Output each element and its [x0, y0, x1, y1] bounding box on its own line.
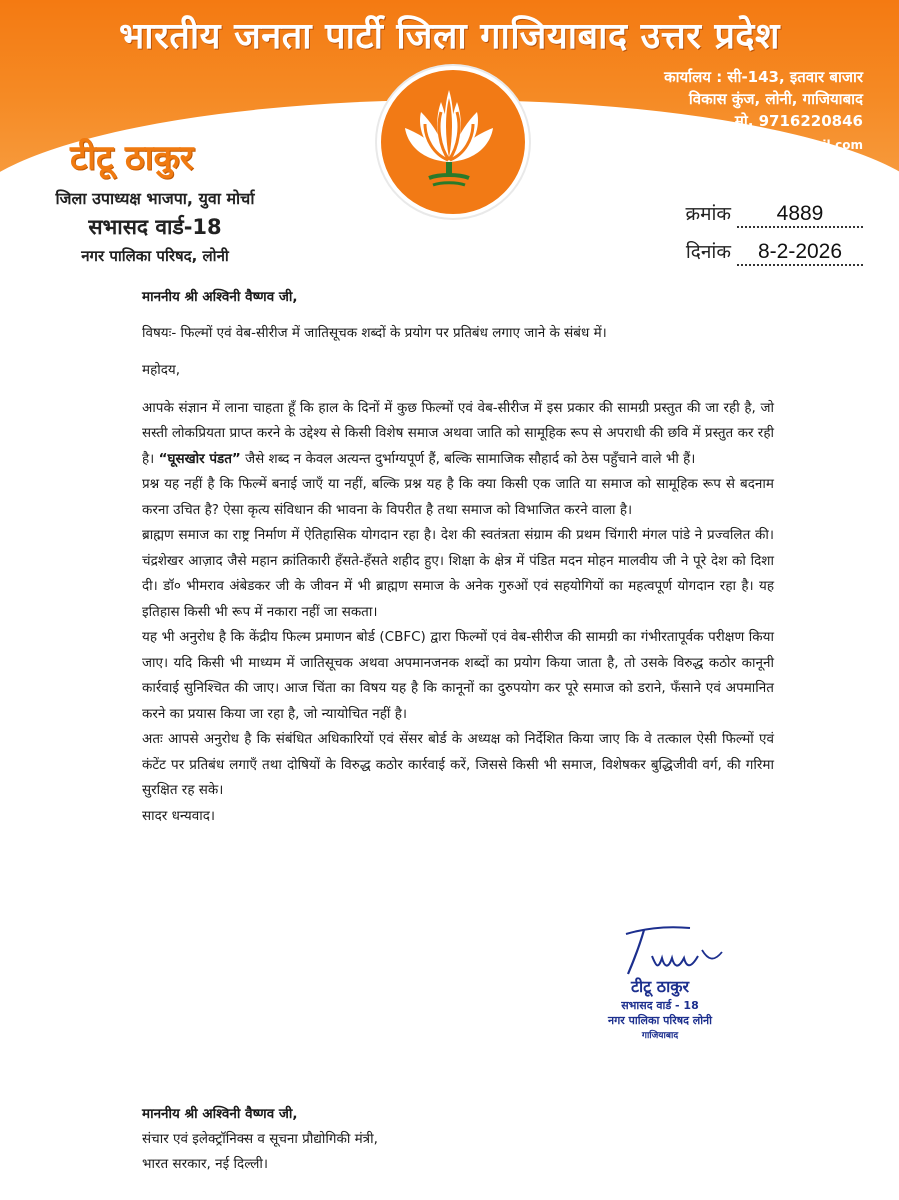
reference-date-row — [686, 238, 863, 266]
office-phone: मो. 9716220846 — [734, 112, 863, 130]
paragraph-2: प्रश्न यह नहीं है कि फिल्में बनाई जाएँ या नहीं, बल्कि प्रश्न यह है कि क्या किसी एक जाति या समाज को सामूहिक रूप से बदनाम करना उचित है? ऐसा कृत्य संविधान की भावना के विपरीत है तथा समाज को विभाजित करने वाला है। — [142, 476, 774, 518]
addressee-block — [142, 1102, 378, 1177]
signature-ward: सभासद वार्ड - 18 — [621, 999, 699, 1012]
reference-number-row — [685, 200, 863, 228]
signature-council: नगर पालिका परिषद लोनी — [607, 1014, 713, 1027]
paragraph-1-part-a: आपके संज्ञान में लाना चाहता हूँ कि हाल के दिनों में कुछ फिल्मों एवं वेब-सीरीज में इस प्रकार की सामग्री प्रस्तुत की जा रही है, जो सस्ती लोकप्रियता प्राप्त करने के उद्देश्य से किसी विशेष समाज अथवा जाति को सामूहिक रूप से अपराधी की छवि में प्रस्तुत कर रही है। — [142, 399, 774, 467]
signature-district: गाजियाबाद — [641, 1031, 679, 1041]
sender-name: टीटू ठाकुर — [70, 138, 194, 178]
letter-subject: विषयः- फिल्मों एवं वेब-सीरीज में जातिसूचक शब्दों के प्रयोग पर प्रतिबंध लगाए जाने के संबंध में। — [142, 324, 607, 341]
letter-salutation: माननीय श्री अश्विनी वैष्णव जी, — [142, 289, 298, 305]
office-line2: विकास कुंज, लोनी, गाजियाबाद — [688, 90, 863, 108]
lotus-logo-icon — [399, 84, 499, 194]
handwritten-signature — [598, 920, 748, 980]
addressee-name: माननीय श्री अश्विनी वैष्णव जी, — [142, 1106, 298, 1122]
reference-number-label: क्रमांक — [685, 203, 731, 225]
party-logo — [377, 66, 529, 218]
paragraph-5: अतः आपसे अनुरोध है कि संबंधित अधिकारियों एवं सेंसर बोर्ड के अध्यक्ष को निर्देशित किया जाए कि वे तत्काल ऐसी फिल्मों एवं कंटेंट पर प्रतिबंध लगाएँ तथा दोषियों के विरुद्ध कठोर कार्रवाई करें, जिससे किसी भी समाज, विशेषकर बुद्धिजीवी वर्ग, की गरिमा सुरक्षित रह सके। — [142, 731, 774, 798]
paragraph-4: यह भी अनुरोध है कि केंद्रीय फिल्म प्रमाणन बोर्ड (CBFC) द्वारा फिल्मों एवं वेब-सीरीज की सामग्री का गंभीरतापूर्वक परीक्षण किया जाए। यदि किसी भी माध्यम में जातिसूचक अथवा अपमानजनक शब्दों का प्रयोग किया जाता है, तो उसके विरुद्ध कठोर कानूनी कार्रवाई सुनिश्चित की जाए। आज चिंता का विषय यह है कि कानूनों का दुरुपयोग कर पूरे समाज को डराने, फँसाने एवं अपमानित करने का प्रयास किया जा रहा है, जो न्यायोचित नहीं है। — [142, 629, 774, 722]
addressee-location: भारत सरकार, नई दिल्ली। — [142, 1156, 269, 1172]
office-line1: कार्यालय : सी-143, इतवार बाजार — [664, 68, 863, 86]
reference-date-value: 8-2-2026 — [737, 240, 863, 266]
reference-date-label: दिनांक — [685, 241, 731, 263]
paragraph-1-part-b: जैसे शब्द न केवल अत्यन्त दुर्भाग्यपूर्ण हैं, बल्कि सामाजिक सौहार्द को ठेस पहुँचाने वाले भी हैं। — [245, 450, 696, 467]
sender-ward: सभासद वार्ड-18 — [88, 215, 222, 239]
letter-closing: सादर धन्यवाद। — [142, 807, 216, 824]
quoted-phrase: “घूसखोर पंडत” — [158, 450, 241, 467]
signature-name: टीटू ठाकुर — [630, 977, 690, 996]
reference-number-value: 4889 — [737, 202, 863, 228]
letter-body — [142, 285, 774, 829]
paragraph-3: ब्राह्मण समाज का राष्ट्र निर्माण में ऐतिहासिक योगदान रहा है। देश की स्वतंत्रता संग्राम की प्रथम चिंगारी मंगल पांडे ने प्रज्वलित की। चंद्रशेखर आज़ाद जैसे महान क्रांतिकारी हँसते-हँसते शहीद हुए। शिक्षा के क्षेत्र में पंडित मदन मोहन मालवीय जी ने पूरे देश को दिशा दी। डॉ० भीमराव अंबेडकर जी के जीवन में भी ब्राह्मण समाज के अनेक गुरुओं एवं सहयोगियों का महत्वपूर्ण योगदान रहा है। यह इतिहास किसी भी रूप में नकारा नहीं जा सकता। — [142, 527, 774, 620]
office-address — [641, 66, 863, 156]
sender-council: नगर पालिका परिषद, लोनी — [81, 247, 229, 265]
paragraph-1 — [142, 396, 774, 473]
office-email: Email : titu.thakur55@gmail.com — [640, 138, 863, 152]
sender-designation: जिला उपाध्यक्ष भाजपा, युवा मोर्चा — [55, 189, 255, 208]
addressee-title: संचार एवं इलेक्ट्रॉनिक्स व सूचना प्रौद्योगिकी मंत्री, — [142, 1131, 378, 1147]
party-title: भारतीय जनता पार्टी जिला गाजियाबाद उत्तर प्रदेश — [118, 16, 781, 57]
letter-greeting: महोदय, — [142, 362, 181, 378]
